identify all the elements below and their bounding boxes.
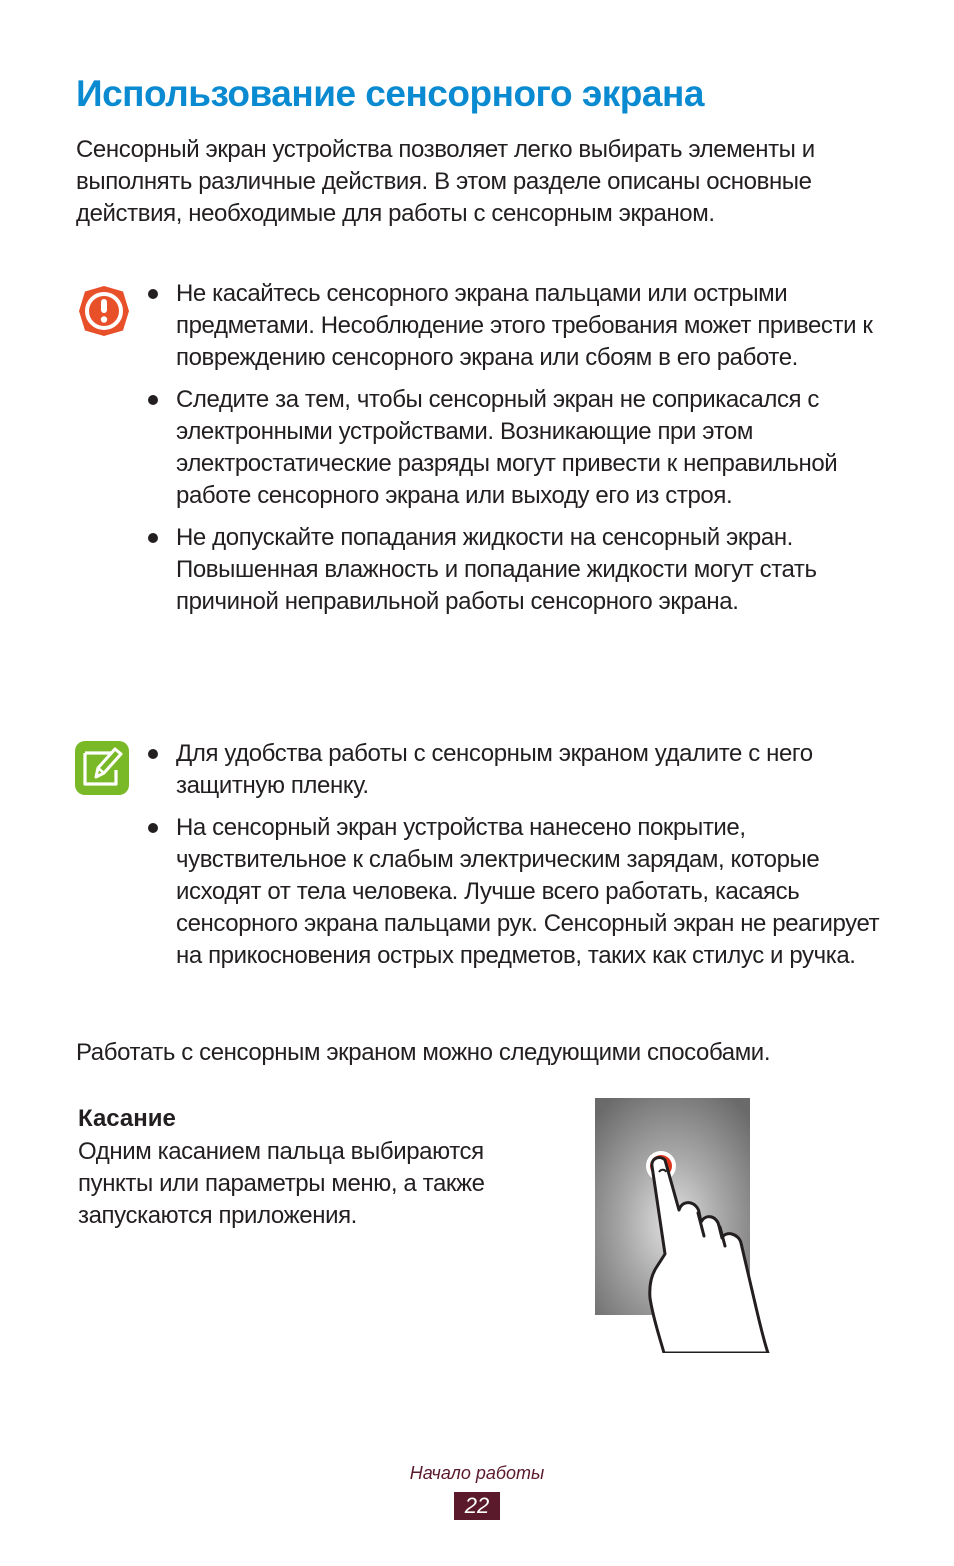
bullet (148, 749, 158, 759)
bullet (148, 823, 158, 833)
note-item-text: Для удобства работы с сенсорным экраном удалите с него защитную пленку. (176, 740, 813, 799)
note-item-text: На сенсорный экран устройства нанесено покрытие, чувствительное к слабым электрическим зарядам, которые исходят от тела человека. Лучше всего работать, касаясь сенсорного экрана пальцами рук. Сенсорный экран не реагирует на прикосновения острых предметов, таких как стилус и ручка. (176, 814, 880, 969)
bullet (148, 289, 158, 299)
warning-item (140, 384, 890, 512)
bullet (148, 533, 158, 543)
note-list (140, 738, 890, 972)
intro-paragraph: Сенсорный экран устройства позволяет легко выбирать элементы и выполнять различные действия. В этом разделе описаны основные действия, необходимые для работы с сенсорным экраном. (76, 136, 815, 227)
warning-item-text: Не касайтесь сенсорного экрана пальцами или острыми предметами. Несоблюдение этого требования может привести к повреждению сенсорного экрана или сбоям в его работе. (176, 280, 873, 371)
warning-item (140, 522, 890, 618)
warning-item (140, 278, 890, 374)
warning-exclamation-icon (76, 283, 132, 344)
footer-section-name: Начало работы (409, 1463, 545, 1483)
methods-intro: Работать с сенсорным экраном можно следующими способами. (76, 1039, 771, 1066)
page-number: 22 (454, 1492, 500, 1520)
warning-list (140, 278, 890, 618)
warning-item-text: Следите за тем, чтобы сенсорный экран не соприкасался с электронными устройствами. Возникающие при этом электростатические разряды могут привести к неправильной работе сенсорного экрана или выходу его из строя. (176, 386, 838, 509)
note-item (140, 812, 890, 972)
tap-description: Одним касанием пальца выбираются пункты или параметры меню, а также запускаются приложения. (78, 1138, 485, 1229)
bullet (148, 395, 158, 405)
page-title: Использование сенсорного экрана (76, 73, 704, 114)
finger-tap-icon (595, 1098, 785, 1358)
tap-heading: Касание (78, 1105, 176, 1132)
note-pencil-icon (74, 740, 130, 801)
note-item (140, 738, 890, 802)
warning-item-text: Не допускайте попадания жидкости на сенсорный экран. Повышенная влажность и попадание жидкости могут стать причиной неправильной работы сенсорного экрана. (176, 524, 817, 615)
